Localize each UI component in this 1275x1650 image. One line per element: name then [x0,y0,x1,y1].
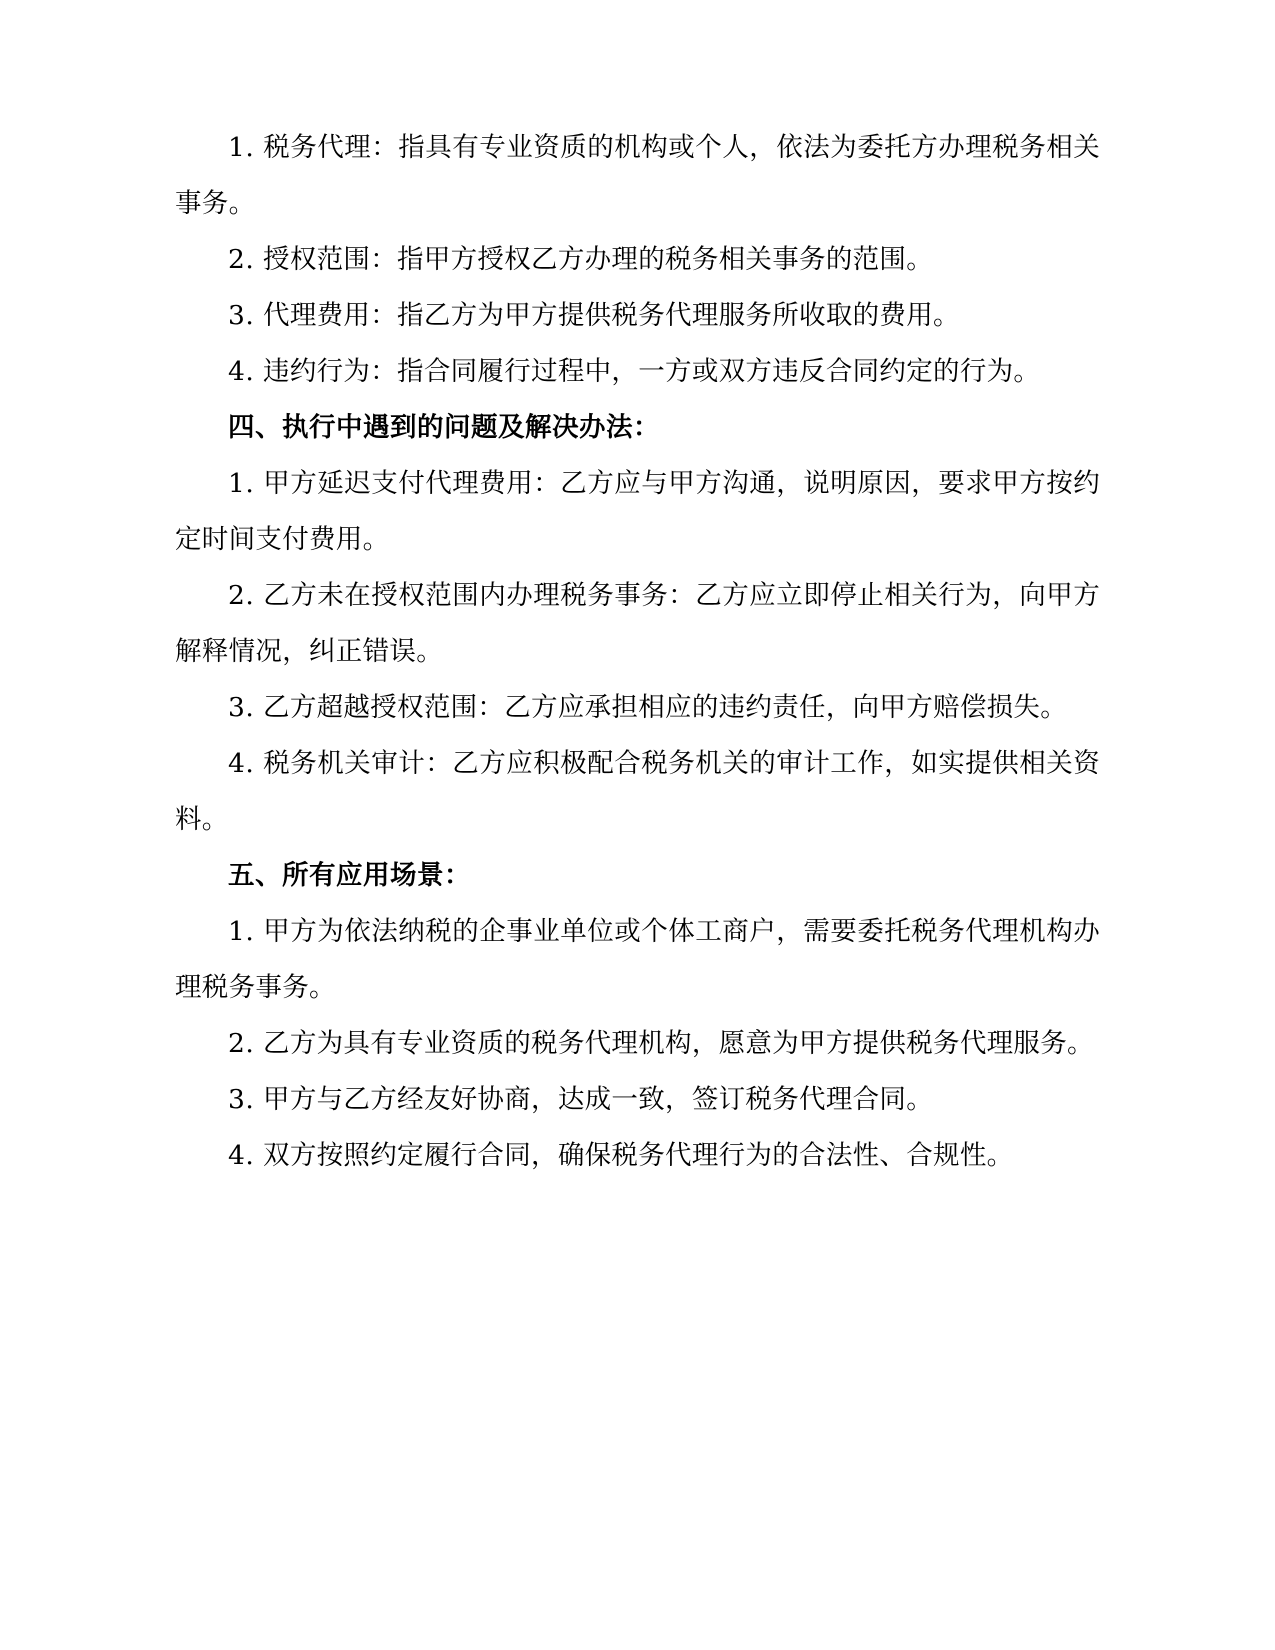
list-item [175,232,1100,288]
list-item [175,456,1100,568]
list-item-marker: 3. [228,300,255,331]
list-item-marker: 4. [228,356,255,387]
list-item-marker: 4. [228,1140,255,1171]
list-item-marker: 2. [228,580,255,611]
list-item-text: 双方按照约定履行合同，确保税务代理行为的合法性、合规性。 [263,1140,1014,1171]
list-item [175,1128,1100,1184]
list-item-marker: 1. [228,468,255,499]
list-item-marker: 3. [228,1084,255,1115]
list-item [175,904,1100,1016]
list-item-text: 代理费用：指乙方为甲方提供税务代理服务所收取的费用。 [263,300,960,331]
list-item [175,1016,1100,1072]
list-item-text: 乙方为具有专业资质的税务代理机构，愿意为甲方提供税务代理服务。 [263,1028,1094,1059]
list-item-marker: 3. [228,692,255,723]
list-item [175,568,1100,680]
list-item-marker: 1. [228,132,255,163]
section-heading: 四、执行中遇到的问题及解决办法： [228,412,660,443]
list-item-text: 税务代理：指具有专业资质的机构或个人，依法为委托方办理税务相关事务。 [175,132,1100,219]
list-item [175,120,1100,232]
list-item [175,288,1100,344]
list-item-marker: 2. [228,1028,255,1059]
list-item-text: 乙方超越授权范围：乙方应承担相应的违约责任，向甲方赔偿损失。 [263,692,1068,723]
list-item-text: 甲方延迟支付代理费用：乙方应与甲方沟通，说明原因，要求甲方按约定时间支付费用。 [175,468,1100,555]
list-item [175,736,1100,848]
list-item-text: 授权范围：指甲方授权乙方办理的税务相关事务的范围。 [263,244,934,275]
list-item [175,680,1100,736]
list-item [175,1072,1100,1128]
section-heading: 五、所有应用场景： [228,860,471,891]
list-item [175,344,1100,400]
list-item-text: 甲方与乙方经友好协商，达成一致，签订税务代理合同。 [263,1084,934,1115]
document-body [175,120,1100,1184]
list-item-text: 违约行为：指合同履行过程中，一方或双方违反合同约定的行为。 [263,356,1041,387]
list-item-text: 乙方未在授权范围内办理税务事务：乙方应立即停止相关行为，向甲方解释情况，纠正错误。 [175,580,1100,667]
list-item-marker: 2. [228,244,255,275]
list-item-text: 税务机关审计：乙方应积极配合税务机关的审计工作，如实提供相关资料。 [175,748,1100,835]
list-item-marker: 1. [228,916,255,947]
list-item-marker: 4. [228,748,255,779]
list-item-text: 甲方为依法纳税的企事业单位或个体工商户，需要委托税务代理机构办理税务事务。 [175,916,1100,1003]
